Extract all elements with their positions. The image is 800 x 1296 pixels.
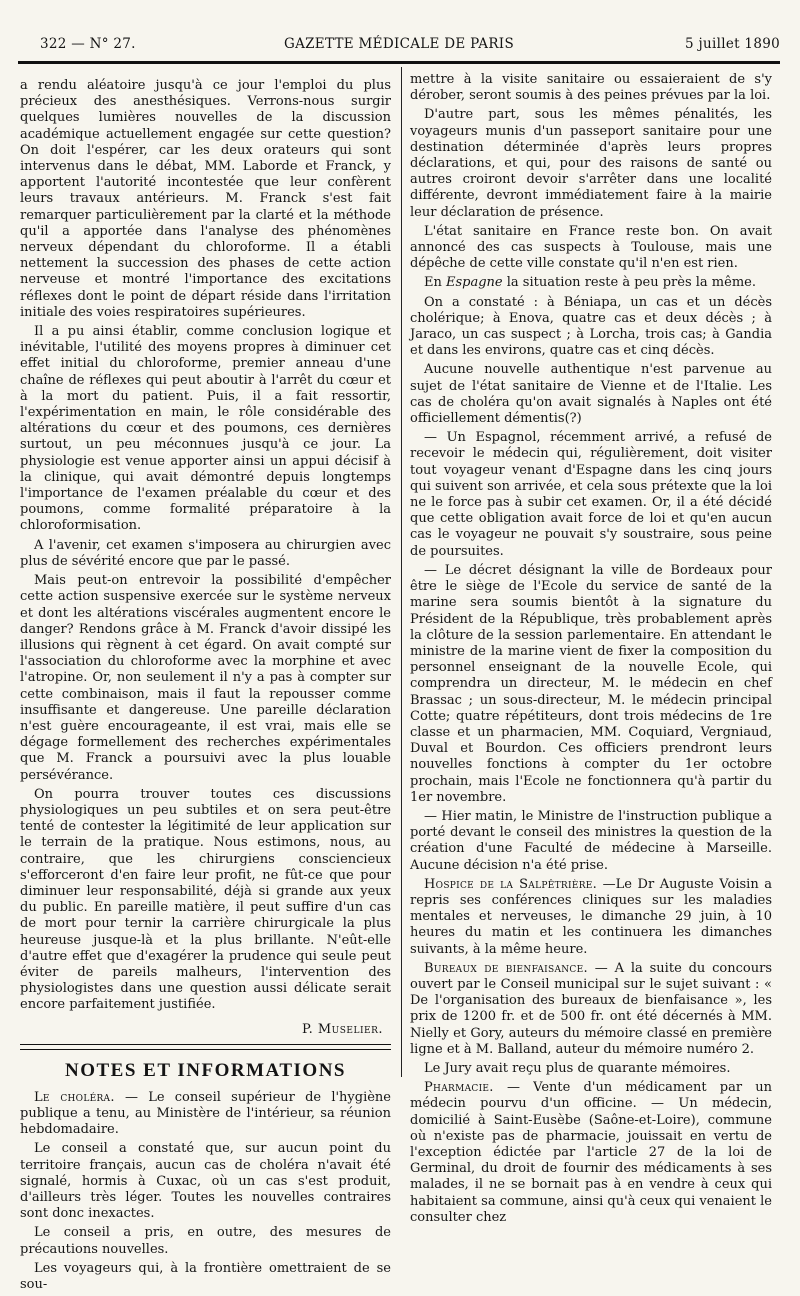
bureaux-text: — A la suite du concours ouvert par le Conseil municipal sur le sujet suivant : « De l'organisation des bureaux de bienfaisance », les prix de 1200 fr. et de 500 fr. ont été décernés à MM. Nielly et Gory, auteurs du mémoire classé en première ligne et à M. Balland, auteur du mémoire numéro 2. bbox=[410, 960, 772, 1057]
hospice-text: —Le Dr Auguste Voisin a repris ses conférences cliniques sur les maladies mentales et nerveuses, le dimanche 29 juin, à 10 heures du matin et les continuera les dimanches suivants, à la même heure. bbox=[410, 876, 772, 957]
news-paragraph: L'état sanitaire en France reste bon. On avait annoncé des cas suspects à Toulouse, mais une dépêche de cette ville constate qu'il n'en est rien. bbox=[410, 223, 772, 272]
page-number: 322 — N° 27. bbox=[40, 36, 136, 52]
spain-word: Espagne bbox=[446, 275, 503, 291]
news-paragraph: — Le décret désignant la ville de Bordeaux pour être le siège de l'Ecole du service de santé de la marine sera soumis bientôt à la signature du Président de la République, très probablement après la clôture de la session parlementaire. En attendant le ministre de la marine vient de fixer la composition du personnel enseignant de la nouvelle Ecole, qui comprendra un directeur, M. le médecin en chef Brassac ; un sous-directeur, M. le médecin principal Cotte; quatre répétiteurs, dont trois médecins de 1re classe et un pharmacien, MM. Coquiard, Vergniaud, Duval et Bourdon. Ces officiers prendront leurs nouvelles fonctions à compter du 1er octobre prochain, mais l'Ecole ne fonctionnera qu'à partir du 1er novembre. bbox=[410, 562, 772, 805]
news-paragraph: — Hier matin, le Ministre de l'instruction publique a porté devant le conseil des ministres la question de la création d'une Faculté de médecine à Marseille. Aucune décision n'a été prise. bbox=[410, 808, 772, 873]
news-paragraph: Le Jury avait reçu plus de quarante mémoires. bbox=[424, 1060, 731, 1076]
cholera-lead: — Le conseil supérieur de l'hygiène publique a tenu, au Ministère de l'intérieur, sa réunion hebdomadaire. bbox=[20, 1089, 392, 1138]
news-paragraph: Le conseil a pris, en outre, des mesures de précautions nouvelles. bbox=[20, 1225, 391, 1257]
left-column bbox=[20, 78, 391, 1296]
spain-prefix: En bbox=[424, 275, 446, 291]
news-paragraph: Le conseil a constaté que, sur aucun point du territoire français, aucun cas de choléra n'avait été signalé, hormis à Cuxac, où un cas s'est produit, d'ailleurs très léger. Toutes les nouvelles contraires sont donc inexactes. bbox=[20, 1141, 391, 1222]
news-paragraph: Les voyageurs qui, à la frontière omettraient de se sou- bbox=[20, 1260, 391, 1293]
news-paragraph: mettre à la visite sanitaire ou essaieraient de s'y dérober, seront soumis à des peines prévues par la loi. bbox=[410, 72, 772, 104]
section-title: NOTES ET INFORMATIONS bbox=[64, 1059, 346, 1081]
news-paragraph bbox=[20, 1090, 391, 1139]
news-paragraph bbox=[410, 1080, 772, 1226]
right-column bbox=[410, 72, 772, 1229]
article-paragraph: Il a pu ainsi établir, comme conclusion logique et inévitable, l'utilité des moyens propres à diminuer cet effet initial du chloroforme, premier anneau d'une chaîne de réflexes qui peut aboutir à l'arrêt du cœur et à la mort du patient. Puis, il a fait ressortir, l'expérimentation en main, le rôle considérable des altérations du cœur et des poumons, ces dernières surtout, un peu méconnues jusqu'à ce jour. La physiologie est venue apporter ainsi un appui décisif à la clinique, qui avait démontré depuis longtemps l'importance de l'examen préalable du cœur et des poumons, comme formalité préparatoire à la chloroformisation. bbox=[20, 324, 391, 534]
issue-date: 5 juillet 1890 bbox=[685, 36, 780, 52]
column-divider bbox=[401, 67, 402, 1077]
section-rule bbox=[20, 1044, 391, 1050]
news-paragraph: D'autre part, sous les mêmes pénalités, les voyageurs munis d'un passeport sanitaire pour une destination déterminée d'après leurs propres déclarations, et qui, pour des raisons de santé ou autres croiront devoir s'arrêter dans une localité différente, devront immédiatement faire à la mairie leur déclaration de présence. bbox=[410, 107, 772, 220]
header-rule bbox=[18, 61, 780, 64]
author-signature: P. Muselier. bbox=[301, 1021, 383, 1037]
running-header bbox=[18, 34, 780, 56]
bureaux-rubric: Bureaux de bienfaisance. bbox=[424, 960, 588, 976]
news-paragraph bbox=[410, 877, 772, 958]
news-paragraph bbox=[410, 961, 772, 1058]
article-paragraph: a rendu aléatoire jusqu'à ce jour l'emploi du plus précieux des anesthésiques. Verrons-nous surgir quelques lumières nouvelles de la discussion académique actuellement engagée sur cette question? On doit l'espérer, car les deux orateurs qui sont intervenus dans le débat, MM. Laborde et Franck, y apportent l'autorité incontestée que leur confèrent leurs travaux antérieurs. M. Franck s'est fait remarquer particulièrement par la clarté et la méthode qu'il a apportée dans l'analyse des phénomènes nerveux dépendant du chloroforme. Il a établi nettement la succession des phases de cette action nerveuse et montré l'importance des excitations réflexes dont le point de départ réside dans l'irritation initiale des voies respiratoires supérieures. bbox=[20, 78, 391, 320]
news-paragraph: Aucune nouvelle authentique n'est parvenue au sujet de l'état sanitaire de Vienne et de l'Italie. Les cas de choléra qu'on avait signalés à Naples ont été officiellement démentis(?) bbox=[410, 362, 772, 427]
hospice-rubric: Hospice de la Salpêtrière. bbox=[424, 876, 598, 892]
article-paragraph: On pourra trouver toutes ces discussions physiologiques un peu subtiles et on sera peut-être tenté de contester la légitimité de leur application sur le terrain de la pratique. Nous estimons, nous, au contraire, que les chirurgiens consciencieux s'efforceront d'en faire leur profit, ne fût-ce que pour diminuer leur responsabilité, déjà si grande aux yeux du public. En pareille matière, il peut suffire d'un cas de mort pour ternir la carrière chirurgicale la plus heureuse jusque-là et la plus brillante. N'eût-elle d'autre effet que d'exagérer la prudence qui seule peut éviter de pareils malheurs, l'intervention des physiologistes dans une question aussi délicate serait encore parfaitement justifiée. bbox=[20, 786, 391, 1013]
cholera-rubric: Le choléra. bbox=[34, 1089, 115, 1105]
news-paragraph bbox=[410, 275, 772, 291]
pharmacie-rubric: Pharmacie. bbox=[424, 1080, 494, 1096]
journal-title: GAZETTE MÉDICALE DE PARIS bbox=[283, 36, 514, 52]
article-paragraph: A l'avenir, cet examen s'imposera au chirurgien avec plus de sévérité encore que par le passé. bbox=[20, 537, 391, 569]
news-paragraph: On a constaté : à Béniapa, un cas et un décès cholérique; à Enova, quatre cas et deux décès ; à Jaraco, un cas suspect ; à Lorcha, trois cas; à Gandia et dans les environs, quatre cas et cinq décès. bbox=[410, 294, 772, 359]
news-paragraph: — Un Espagnol, récemment arrivé, a refusé de recevoir le médecin qui, régulièrement, doit visiter tout voyageur venant d'Espagne dans les cinq jours qui suivent son arrivée, et cela sous prétexte que la loi ne le force pas à subir cet examen. Or, il a été décidé que cette obligation avait force de loi et qu'en aucun cas le voyageur ne pouvait s'y soustraire, sous peine de poursuites. bbox=[410, 430, 772, 559]
article-paragraph: Mais peut-on entrevoir la possibilité d'empêcher cette action suspensive exercée sur le système nerveux et dont les altérations viscérales augmentent encore le danger? Rendons grâce à M. Franck d'avoir dissipé les illusions qui règnent à cet égard. On avait compté sur l'association du chloroforme avec la morphine et avec l'atropine. Or, non seulement il n'y a pas à compter sur cette combinaison, mais il faut la repousser comme insuffisante et dangereuse. Une pareille déclaration n'est guère encourageante, il est vrai, mais elle se dégage formellement des recherches expérimentales que M. Franck a poursuivi avec la plus louable persévérance. bbox=[20, 573, 391, 783]
spain-suffix: la situation reste à peu près la même. bbox=[502, 275, 756, 291]
pharmacie-text: — Vente d'un médicament par un médecin pourvu d'un officine. — Un médecin, domicilié à Saint-Eusèbe (Saône-et-Loire), commune où n'existe pas de pharmacie, jouissait en vertu de l'exception édictée par l'article 27 de la loi de Germinal, du droit de fournir des médicaments à ses malades, il ne se bornait pas à en vendre à ceux qui habitaient sa commune, ainsi qu'à ceux qui venaient le consulter chez bbox=[410, 1080, 772, 1225]
